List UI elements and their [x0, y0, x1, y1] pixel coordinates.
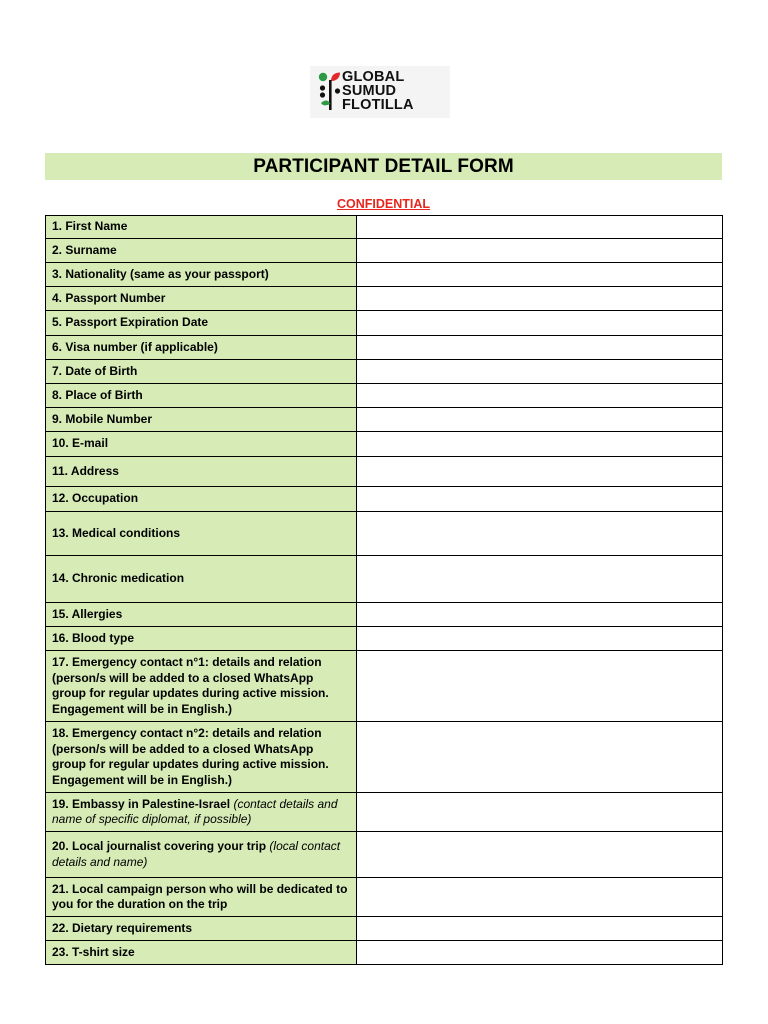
form-row: [46, 263, 723, 287]
field-label: [46, 457, 357, 487]
form-row: [46, 556, 723, 603]
form-row: [46, 432, 723, 457]
field-label-text: 12. Occupation: [52, 491, 139, 506]
form-row: [46, 878, 723, 917]
field-label-text: 11. Address: [52, 463, 119, 478]
form-title: PARTICIPANT DETAIL FORM: [253, 155, 514, 177]
field-value-cell[interactable]: [357, 408, 723, 432]
field-label: [46, 384, 357, 408]
form-row: [46, 287, 723, 311]
field-label-text: 20. Local journalist covering your trip: [52, 839, 267, 853]
field-label: [46, 556, 357, 603]
field-label: [46, 603, 357, 627]
field-label-text: 8. Place of Birth: [52, 387, 143, 402]
form-row: [46, 216, 723, 239]
field-label: [46, 793, 357, 832]
field-value-cell[interactable]: [357, 263, 723, 287]
field-label-text: 4. Passport Number: [52, 290, 166, 305]
form-row: [46, 627, 723, 651]
form-row: [46, 384, 723, 408]
field-value-cell[interactable]: [357, 239, 723, 263]
logo-text-line-1: GLOBAL: [342, 69, 405, 85]
field-label: [46, 627, 357, 651]
organization-logo: [310, 66, 450, 118]
field-label: [46, 263, 357, 287]
field-label-text: 15. Allergies: [52, 606, 123, 621]
field-value-cell[interactable]: [357, 651, 723, 722]
field-label: [46, 941, 357, 965]
field-note-text: (contact details and name of specific diplomat, if possible): [52, 796, 338, 826]
form-row: [46, 512, 723, 556]
form-row: [46, 603, 723, 627]
field-label: [46, 917, 357, 941]
field-value-cell[interactable]: [357, 603, 723, 627]
field-value-cell[interactable]: [357, 556, 723, 603]
form-row: [46, 360, 723, 384]
field-note-text: (local contact details and name): [52, 839, 341, 869]
logo-text-line-2: SUMUD: [342, 83, 397, 99]
field-value-cell[interactable]: [357, 722, 723, 793]
form-row: [46, 239, 723, 263]
field-value-cell[interactable]: [357, 384, 723, 408]
field-label-text: 22. Dietary requirements: [52, 920, 193, 935]
field-label-text: 13. Medical conditions: [52, 525, 181, 540]
field-label: [46, 832, 357, 878]
logo-text-line-3: FLOTILLA: [342, 97, 414, 113]
field-label: [46, 216, 357, 239]
field-label-text: 19. Embassy in Palestine-Israel: [52, 796, 231, 811]
field-label-text: 18. Emergency contact n°2: details and relation (person/s will be added to a closed WhatsApp group for regular updates during active mission. Engagement will be in English.): [52, 726, 329, 787]
form-row: [46, 832, 723, 878]
field-value-cell[interactable]: [357, 432, 723, 457]
field-label-text: 10. E-mail: [52, 436, 109, 451]
field-label-text: 21. Local campaign person who will be dedicated to you for the duration on the trip: [52, 881, 348, 911]
field-label-text: 2. Surname: [52, 242, 117, 257]
confidential-label: CONFIDENTIAL: [336, 197, 431, 211]
flotilla-logo-icon: [318, 71, 342, 113]
field-value-cell[interactable]: [357, 360, 723, 384]
field-value-cell[interactable]: [357, 311, 723, 336]
field-label-text: 23. T-shirt size: [52, 944, 135, 959]
form-row: [46, 941, 723, 965]
field-value-cell[interactable]: [357, 917, 723, 941]
field-value-cell[interactable]: [357, 941, 723, 965]
field-value-cell[interactable]: [357, 457, 723, 487]
field-label-text: 5. Passport Expiration Date: [52, 315, 209, 330]
field-value-cell[interactable]: [357, 832, 723, 878]
form-title-bar: [45, 153, 722, 180]
field-label: [46, 487, 357, 512]
field-label: [46, 311, 357, 336]
field-label: [46, 432, 357, 457]
form-row: [46, 408, 723, 432]
field-value-cell[interactable]: [357, 487, 723, 512]
field-label: [46, 512, 357, 556]
field-label-text: 17. Emergency contact n°1: details and relation (person/s will be added to a closed WhatsApp group for regular updates during active mission. Engagement will be in English.): [52, 655, 329, 716]
form-row: [46, 457, 723, 487]
field-label-text: 7. Date of Birth: [52, 363, 138, 378]
form-row: [46, 311, 723, 336]
field-label: [46, 408, 357, 432]
form-row: [46, 722, 723, 793]
field-label: [46, 336, 357, 360]
field-label: [46, 722, 357, 793]
field-value-cell[interactable]: [357, 878, 723, 917]
field-label-text: 14. Chronic medication: [52, 571, 185, 586]
field-label-text: 3. Nationality (same as your passport): [52, 266, 269, 281]
field-value-cell[interactable]: [357, 336, 723, 360]
form-row: [46, 917, 723, 941]
field-label: [46, 878, 357, 917]
field-label-text: 16. Blood type: [52, 630, 135, 645]
form-row: [46, 651, 723, 722]
field-value-cell[interactable]: [357, 512, 723, 556]
field-label-text: 1. First Name: [52, 219, 128, 234]
form-row: [46, 793, 723, 832]
field-label: [46, 651, 357, 722]
form-row: [46, 487, 723, 512]
field-value-cell[interactable]: [357, 216, 723, 239]
field-label-text: 6. Visa number (if applicable): [52, 339, 218, 354]
field-value-cell[interactable]: [357, 627, 723, 651]
field-value-cell[interactable]: [357, 793, 723, 832]
field-label: [46, 239, 357, 263]
participant-detail-table: [45, 215, 723, 965]
field-label-text: 9. Mobile Number: [52, 411, 153, 426]
field-value-cell[interactable]: [357, 287, 723, 311]
form-row: [46, 336, 723, 360]
field-label: [46, 360, 357, 384]
field-label: [46, 287, 357, 311]
